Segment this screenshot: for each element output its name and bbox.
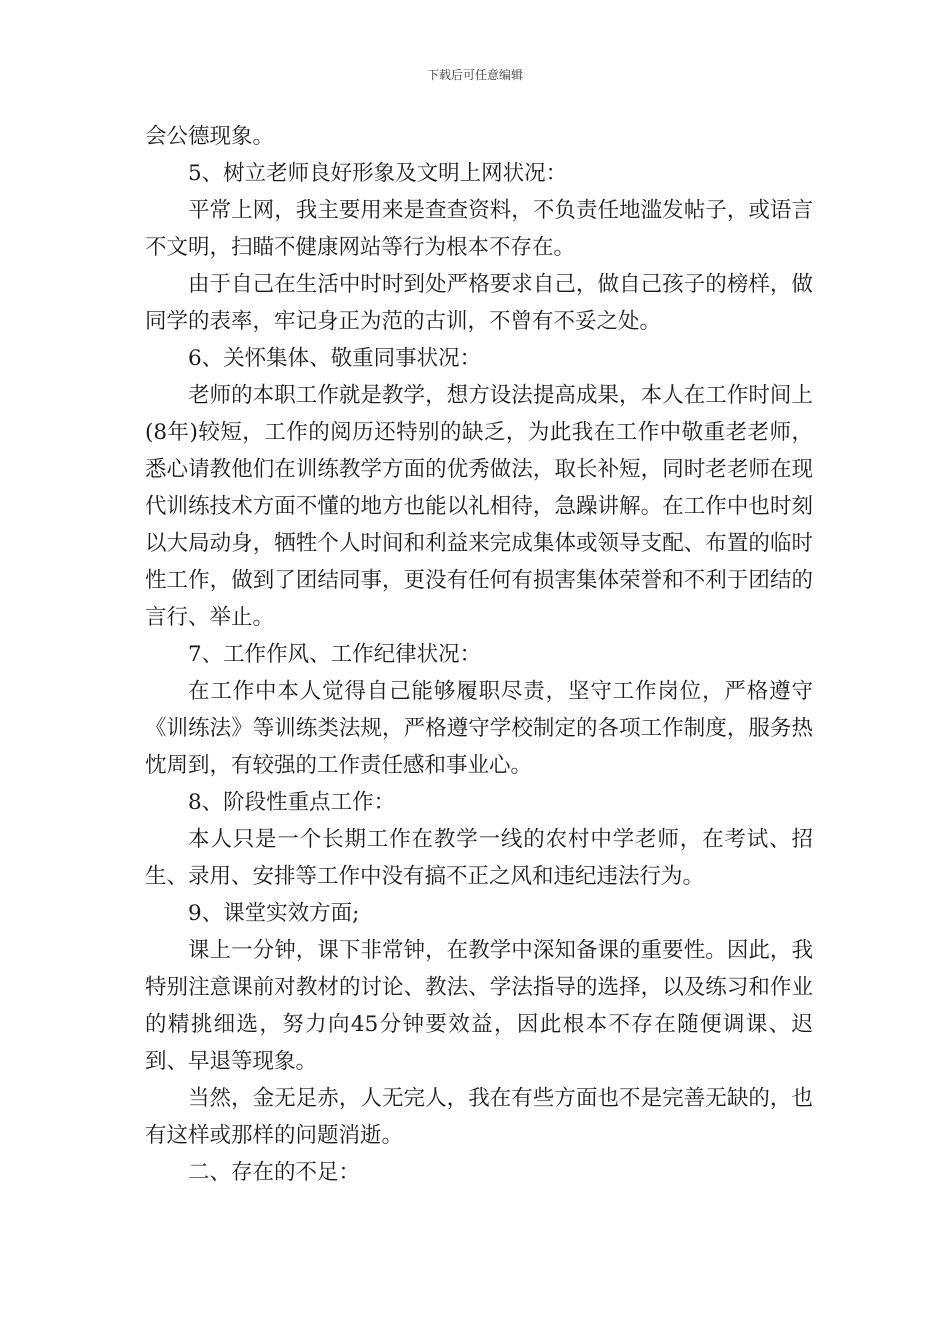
- paragraph: 在工作中本人觉得自己能够履职尽责，坚守工作岗位，严格遵守《训练法》等训练类法规，严格遵守学校制定的各项工作制度，服务热忱周到，有较强的工作责任感和事业心。: [145, 679, 813, 778]
- section-heading: 5、树立老师良好形象及文明上网状况：: [188, 161, 568, 186]
- section-heading: 9、课堂实效方面;: [188, 901, 360, 926]
- section-heading: 6、关怀集体、敬重同事状况：: [188, 346, 482, 371]
- paragraph: 课上一分钟，课下非常钟，在教学中深知备课的重要性。因此，我特别注意课前对教材的讨论、教法、学法指导的选择，以及练习和作业的精挑细选，努力向45分钟要效益，因此根本不存在随便调课、迟到、早退等现象。: [145, 938, 813, 1074]
- paragraph: 由于自己在生活中时时到处严格要求自己，做自己孩子的榜样，做同学的表率，牢记身正为范的古训，不曾有不妥之处。: [145, 272, 813, 334]
- paragraph: 本人只是一个长期工作在教学一线的农村中学老师，在考试、招生、录用、安排等工作中没有搞不正之风和违纪违法行为。: [145, 827, 813, 889]
- paragraph: 会公德现象。: [145, 124, 275, 149]
- section-heading: 8、阶段性重点工作：: [188, 790, 396, 815]
- document-body: [145, 118, 813, 1191]
- paragraph: 老师的本职工作就是教学，想方设法提高成果，本人在工作时间上(8年)较短，工作的阅历还特别的缺乏，为此我在工作中敬重老老师，悉心请教他们在训练教学方面的优秀做法，取长补短，同时老老师在现代训练技术方面不懂的地方也能以礼相待，急躁讲解。在工作中也时刻以大局动身，牺牲个人时间和利益来完成集体或领导支配、布置的临时性工作，做到了团结同事，更没有任何有损害集体荣誉和不利于团结的言行、举止。: [145, 383, 813, 630]
- section-heading: 二、存在的不足：: [188, 1160, 361, 1185]
- paragraph: 平常上网，我主要用来是查查资料，不负责任地滥发帖子，或语言不文明，扫瞄不健康网站等行为根本不存在。: [145, 198, 813, 260]
- page-header: 下载后可任意编辑: [426, 68, 523, 82]
- paragraph: 当然，金无足赤，人无完人，我在有些方面也不是完善无缺的，也有这样或那样的问题消逝。: [145, 1086, 813, 1148]
- section-heading: 7、工作作风、工作纪律状况：: [188, 642, 482, 667]
